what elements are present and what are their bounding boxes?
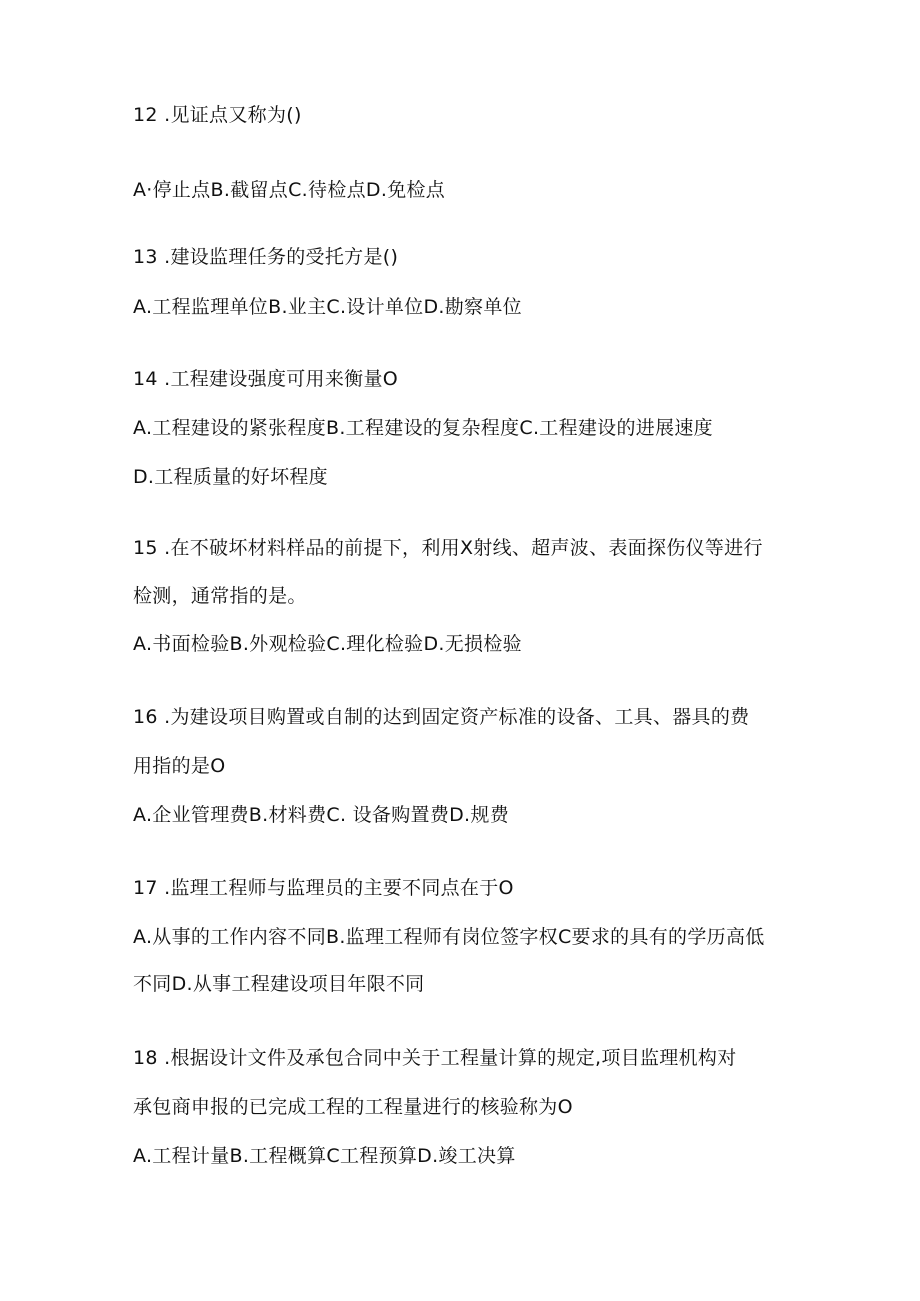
question-18-stem-line-1: 18 .根据设计文件及承包合同中关于工程量计算的规定,项目监理机构对 [133,1047,737,1069]
question-18-stem-line-2: 承包商申报的已完成工程的工程量进行的核验称为O [133,1096,573,1118]
question-17-options-line-2: 不同D.从事工程建设项目年限不同 [133,973,425,995]
question-12-options: A·停止点B.截留点C.待检点D.免检点 [133,179,446,201]
question-13-stem: 13 .建设监理任务的受托方是() [133,246,399,268]
question-16-stem-line-2: 用指的是O [133,755,226,777]
question-13-options: A.工程监理单位B.业主C.设计单位D.勘察单位 [133,296,522,318]
question-15-options: A.书面检验B.外观检验C.理化检验D.无损检验 [133,633,522,655]
question-16-stem-line-1: 16 .为建设项目购置或自制的达到固定资产标准的设备、工具、器具的费 [133,706,750,728]
question-17-options-line-1: A.从事的工作内容不同B.监理工程师有岗位签字权C要求的具有的学历高低 [133,926,765,948]
question-15-stem-line-2: 检测，通常指的是。 [133,585,307,607]
question-14-options-line-2: D.工程质量的好坏程度 [133,466,328,488]
question-12-stem: 12 .见证点又称为() [133,104,302,126]
question-18-options: A.工程计量B.工程概算C工程预算D.竣工决算 [133,1145,516,1167]
question-17-stem: 17 .监理工程师与监理员的主要不同点在于O [133,877,514,899]
question-16-options: A.企业管理费B.材料费C. 设备购置费D.规费 [133,804,509,826]
question-14-options-line-1: A.工程建设的紧张程度B.工程建设的复杂程度C.工程建设的进展速度 [133,417,713,439]
question-15-stem-line-1: 15 .在不破坏材料样品的前提下，利用X射线、超声波、表面探伤仪等进行 [133,537,763,559]
question-14-stem: 14 .工程建设强度可用来衡量O [133,368,399,390]
